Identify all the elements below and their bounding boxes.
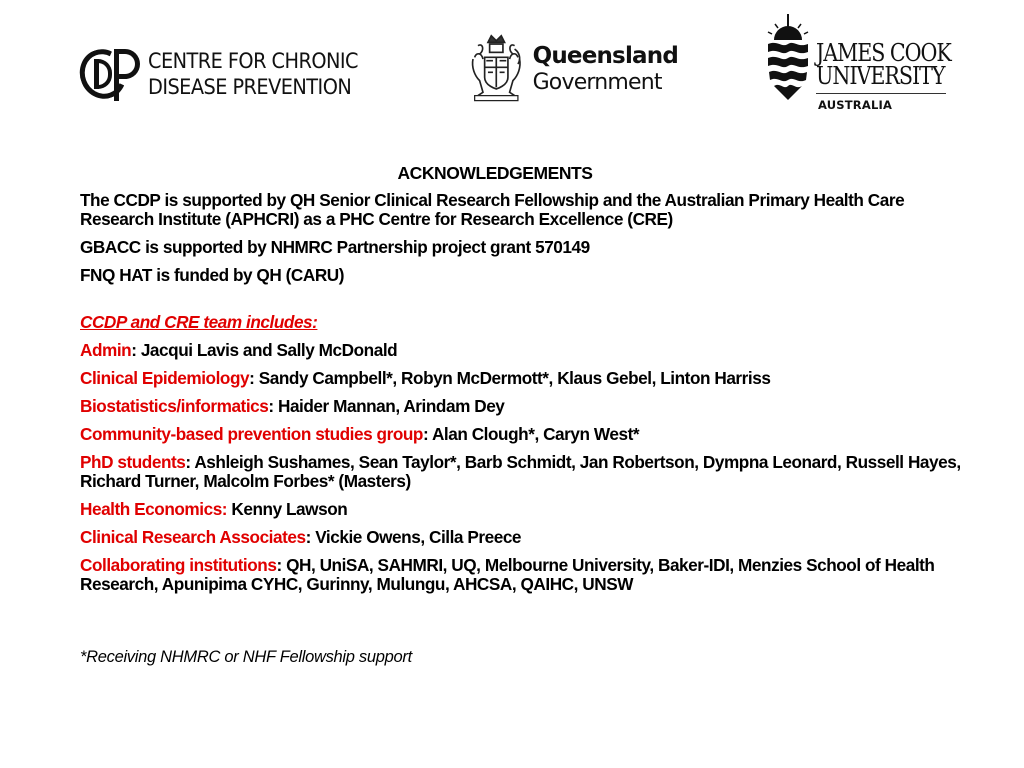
group-separator: : [305, 527, 316, 547]
team-group-phd-students [80, 453, 980, 491]
group-label: PhD students [80, 452, 186, 472]
jcu-divider [816, 93, 946, 94]
support-paragraph-gbacc: GBACC is supported by NHMRC Partnership project grant 570149 [80, 237, 590, 257]
acknowledgements-section [80, 164, 980, 603]
group-members: Kenny Lawson [231, 499, 348, 519]
ccdp-line-1: CENTRE FOR CHRONIC [148, 49, 358, 73]
team-group-health-economics [80, 500, 980, 519]
group-separator: : [131, 340, 141, 360]
group-label: Collaborating institutions [80, 555, 277, 575]
ccdp-logo [80, 42, 380, 106]
group-label: Clinical Research Associates [80, 527, 306, 547]
jcu-line-1: JAMES COOK [816, 39, 951, 67]
qld-line-1: Queensland [532, 43, 678, 69]
jcu-country: AUSTRALIA [818, 98, 893, 112]
team-group-collaborating-institutions [80, 556, 980, 594]
jcu-line-2: UNIVERSITY [816, 62, 945, 90]
page-title: ACKNOWLEDGEMENTS [397, 163, 593, 183]
team-group-community-prevention [80, 425, 980, 444]
group-members: Vickie Owens, Cilla Preece [315, 527, 522, 547]
group-members: Jacqui Lavis and Sally McDonald [140, 340, 398, 360]
group-separator: : [185, 452, 195, 472]
ccdp-wordmark [148, 48, 358, 100]
ccdp-line-2: DISEASE PREVENTION [148, 75, 352, 99]
team-group-clinical-research-associates [80, 528, 980, 547]
group-separator: : [249, 368, 259, 388]
queensland-wordmark [533, 42, 678, 96]
group-label: Health Economics: [80, 499, 228, 519]
ccdp-monogram-icon [80, 45, 142, 103]
team-group-admin [80, 341, 980, 360]
group-label: Clinical Epidemiology [80, 368, 250, 388]
logo-banner [0, 0, 1024, 130]
jcu-wordmark [816, 39, 951, 90]
group-members: Sandy Campbell*, Robyn McDermott*, Klaus Gebel, Linton Harriss [258, 368, 771, 388]
team-group-biostatistics [80, 397, 980, 416]
group-separator: : [268, 396, 278, 416]
group-members: Alan Clough*, Caryn West* [431, 424, 640, 444]
support-paragraph-fnq-hat: FNQ HAT is funded by QH (CARU) [80, 265, 345, 285]
support-paragraph-ccdp: The CCDP is supported by QH Senior Clinical Research Fellowship and the Australian Primary Health Care Research Institute (APHCRI) as a PHC Centre for Research Excellence (CRE) [80, 190, 905, 229]
group-separator: : [276, 555, 287, 575]
team-heading: CCDP and CRE team includes: [80, 312, 318, 332]
queensland-government-logo [468, 26, 678, 112]
spacer [80, 294, 980, 313]
group-members: Ashleigh Sushames, Sean Taylor*, Barb Schmidt, Jan Robertson, Dympna Leonard, Russell Hayes, Richard Turner, Malcolm Forbes* (Masters) [80, 452, 961, 491]
jcu-shield-icon [766, 14, 810, 100]
group-label: Admin [80, 340, 132, 360]
jcu-logo [766, 14, 956, 116]
coat-of-arms-icon [468, 27, 525, 111]
group-members: QH, UniSA, SAHMRI, UQ, Melbourne University, Baker-IDI, Menzies School of Health Research, Apunipima CYHC, Gurinny, Mulungu, AHCSA, QAIHC, UNSW [80, 555, 935, 594]
fellowship-footnote: *Receiving NHMRC or NHF Fellowship support [80, 648, 412, 666]
group-separator: : [422, 424, 432, 444]
team-group-clinical-epidemiology [80, 369, 980, 388]
group-label: Biostatistics/informatics [80, 396, 269, 416]
group-members: Haider Mannan, Arindam Dey [277, 396, 505, 416]
group-label: Community-based prevention studies group [80, 424, 423, 444]
qld-line-2: Government [532, 70, 662, 95]
